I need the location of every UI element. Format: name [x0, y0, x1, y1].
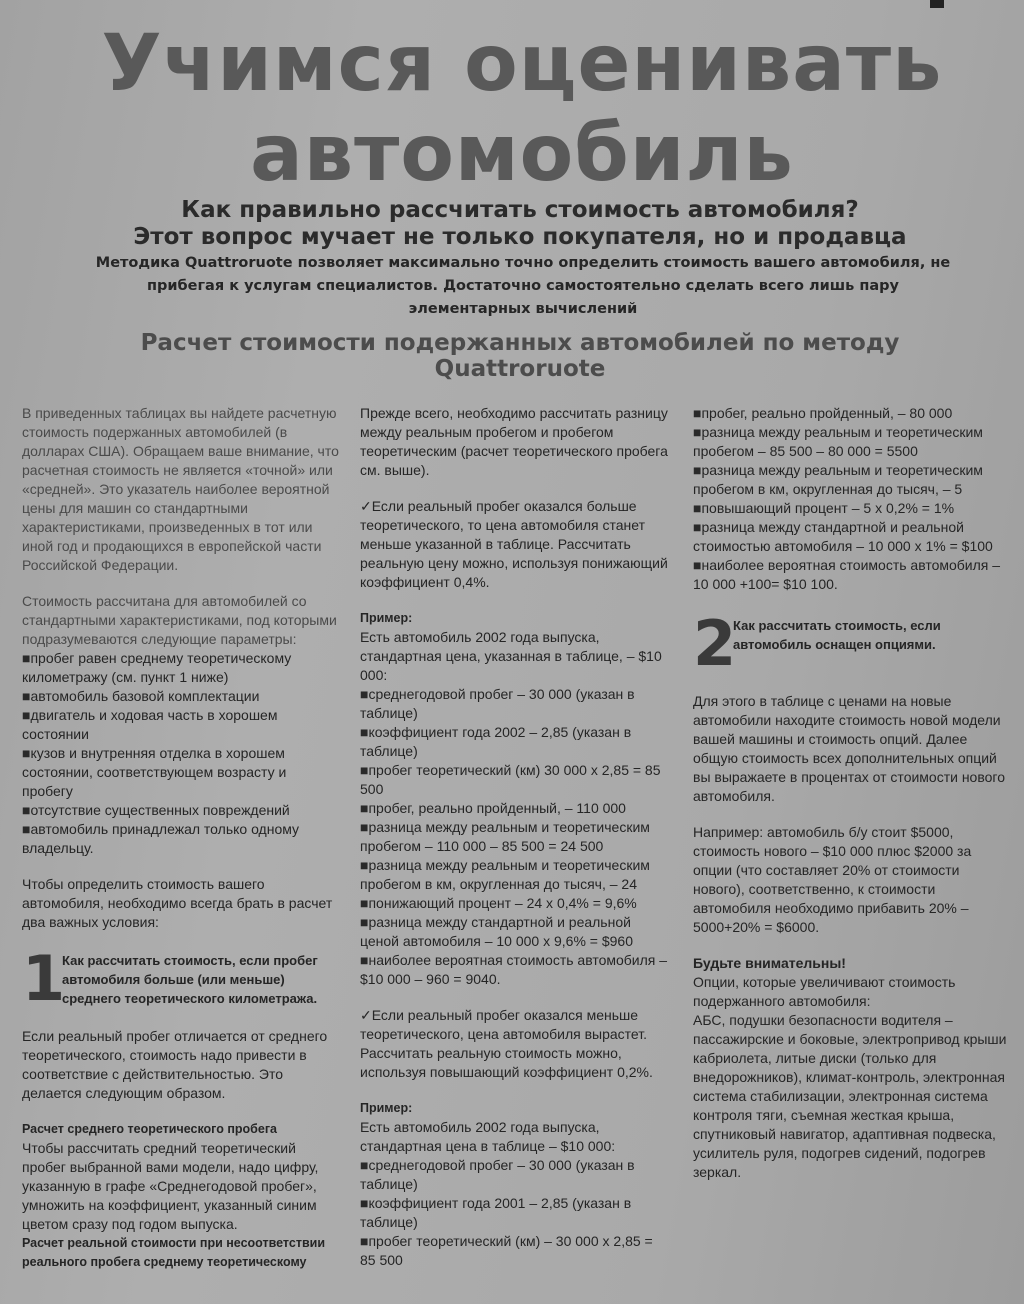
step-1-text: Как рассчитать стоимость, если пробег автомобиля больше (или меньше) среднего теоретического километража. — [62, 953, 318, 1006]
col1-paragraph-3: Чтобы определить стоимость вашего автомобиля, необходимо всегда брать в расчет два важных условия: — [22, 876, 333, 930]
col1-bullet: ■ отсутствие существенных повреждений — [22, 801, 340, 820]
step-1-number: 1 — [22, 942, 66, 1015]
col3-bullet: ■ разница между реальным и теоретическим пробегом – 85 500 – 80 000 = 5500 — [693, 423, 1009, 461]
subtitle-line-2: Этот вопрос мучает не только покупателя, но и продавца — [133, 224, 907, 250]
example-1-bullet: ■ разница между реальным и теоретическим пробегом в км, округленная до тысяч, – 24 — [360, 856, 672, 894]
col1-paragraph-1: В приведенных таблицах вы найдете расчетную стоимость подержанных автомобилей (в долларах США). Обращаем ваше внимание, что расчетная стоимость не является «точной» или «средней». Это указатель наиболее вероятной цены для машин со стандартными характеристиками, произведенных в тот или иной год и продающихся в европейской части Российской Федерации. — [22, 405, 339, 573]
example-1-bullet: ■ пробег теоретический (км) 30 000 x 2,85 = 85 500 — [360, 761, 672, 799]
title-line-2: автомобиль — [250, 109, 794, 199]
col3-bullet: ■ разница между стандартной и реальной стоимостью автомобиля – 10 000 х 1% = $100 — [693, 518, 1009, 556]
col1-paragraph-2: Стоимость рассчитана для автомобилей со стандартными характеристиками, под которыми подразумеваются следующие параметры: — [22, 593, 337, 647]
col1-bullet: ■ автомобиль принадлежал только одному владельцу. — [22, 820, 340, 858]
lead-paragraph: Методика Quattroruote позволяет максимально точно определить стоимость вашего автомобиля, не прибегая к услугам специалистов. Достаточно самостоятельно сделать всего лишь пару элементарных вычислений — [95, 255, 951, 317]
col3-bullet: ■ наиболее вероятная стоимость автомобиля – 10 000 +100= $10 100. — [693, 556, 1009, 594]
col1-bullet: ■ пробег равен среднему теоретическому километражу (см. пункт 1 ниже) — [22, 649, 340, 687]
col1-bullet: ■ двигатель и ходовая часть в хорошем состоянии — [22, 706, 340, 744]
example-2-bullet: ■ коэффициент года 2001 – 2,85 (указан в таблице) — [360, 1194, 672, 1232]
example-1-bullet: ■ пробег, реально пройденный, – 110 000 — [360, 799, 672, 818]
col2-paragraph-3: ✓Если реальный пробег оказался меньше теоретического, цена автомобиля вырастет. Рассчитать реальную стоимость можно, используя повышающий коэффициент 0,2%. — [360, 1007, 653, 1080]
col3-paragraph-3: Опции, которые увеличивают стоимость подержанного автомобиля: — [693, 974, 956, 1009]
col1-bullet: ■ кузов и внутренняя отделка в хорошем состоянии, соответствующем возрасту и пробегу — [22, 744, 340, 801]
example-2-label: Пример: — [360, 1101, 413, 1115]
col1-paragraph-5: Чтобы рассчитать средний теоретический пробег выбранной вами модели, надо цифру, указанную в графе «Среднегодовой пробег», умножить на коэффициент, указанный синим цветом сразу под годом выпуска. — [22, 1140, 319, 1232]
step-1-heading — [22, 942, 340, 1015]
example-1-bullet: ■ разница между реальным и теоретическим пробегом – 110 000 – 85 500 = 24 500 — [360, 818, 672, 856]
col2-paragraph-1: Прежде всего, необходимо рассчитать разницу между реальным пробегом и пробегом теоретическим (расчет теоретического пробега см. выше). — [360, 405, 668, 478]
col2-paragraph-2: ✓Если реальный пробег оказался больше теоретического, то цена автомобиля станет меньше указанной в таблице. Рассчитать реальную цену можно, используя понижающий коэффициент 0,4%. — [360, 498, 668, 590]
col3-bullet: ■ разница между реальным и теоретическим пробегом в км, округленная до тысяч, – 5 — [693, 461, 1009, 499]
example-1-intro: Есть автомобиль 2002 года выпуска, стандартная цена, указанная в таблице, – $10 000: — [360, 629, 662, 683]
subtitle-line-1: Как правильно рассчитать стоимость автомобиля? — [181, 197, 859, 223]
col3-warning-heading: Будьте внимательны! — [693, 955, 846, 971]
col1-subheading-2: Расчет реальной стоимости при несоответствии реального пробега среднему теоретическому — [22, 1236, 326, 1269]
step-2-heading — [693, 607, 1009, 680]
example-1-bullet: ■ наиболее вероятная стоимость автомобиля – $10 000 – 960 = 9040. — [360, 951, 672, 989]
col1-subheading-1: Расчет среднего теоретического пробега — [22, 1122, 277, 1136]
example-1-bullet: ■ понижающий процент – 24 х 0,4% = 9,6% — [360, 894, 672, 913]
col3-paragraph-4: АБС, подушки безопасности водителя – пассажирские и боковые, электропривод крыши кабриолета, литые диски (только для внедорожников), климат-контроль, электронная система стабилизации, электронная система контроля тяги, съемная жесткая крыша, спутниковый навигатор, адаптивная подвеска, усилитель руля, подогрев сидений, подогрев зеркал. — [693, 1012, 1007, 1180]
corner-mark — [930, 0, 944, 8]
example-2-intro: Есть автомобиль 2002 года выпуска, стандартная цена в таблице – $10 000: — [360, 1119, 616, 1154]
col1-paragraph-4: Если реальный пробег отличается от среднего теоретического, стоимость надо привести в соответствие с действительностью. Это делается следующим образом. — [22, 1028, 328, 1101]
column-3 — [693, 404, 1009, 1182]
col3-paragraph-2: Например: автомобиль б/у стоит $5000, стоимость нового – $10 000 плюс $2000 за опции (что составляет 20% от стоимости нового), соответственно, к стоимости автомобиля необходимо прибавить 20% – 5000+20% = $6000. — [693, 824, 972, 935]
col3-paragraph-1: Для этого в таблице с ценами на новые автомобили находите стоимость новой модели вашей машины и стоимость опций. Далее общую стоимость всех дополнительных опций вы выражаете в процентах от стоимости нового автомобиля. — [693, 693, 1005, 804]
title-line-1: Учимся оценивать — [101, 19, 943, 109]
col3-bullet: ■ пробег, реально пройденный, – 80 000 — [693, 404, 1009, 423]
column-2 — [360, 404, 672, 1270]
step-2-number: 2 — [693, 607, 737, 680]
example-1-bullet: ■ среднегодовой пробег – 30 000 (указан в таблице) — [360, 685, 672, 723]
column-1 — [22, 404, 340, 1272]
step-2-text: Как рассчитать стоимость, если автомобиль оснащен опциями. — [733, 618, 941, 652]
col3-bullet: ■ повышающий процент – 5 х 0,2% = 1% — [693, 499, 1009, 518]
example-2-bullet: ■ пробег теоретический (км) – 30 000 х 2,85 = 85 500 — [360, 1232, 672, 1270]
example-1-label: Пример: — [360, 611, 413, 625]
section-title: Расчет стоимости подержанных автомобилей по методу Quattroruote — [140, 330, 900, 382]
example-2-bullet: ■ среднегодовой пробег – 30 000 (указан в таблице) — [360, 1156, 672, 1194]
col1-bullet: ■ автомобиль базовой комплектации — [22, 687, 340, 706]
example-1-bullet: ■ коэффициент года 2002 – 2,85 (указан в таблице) — [360, 723, 672, 761]
example-1-bullet: ■ разница между стандартной и реальной ценой автомобиля – 10 000 х 9,6% = $960 — [360, 913, 672, 951]
